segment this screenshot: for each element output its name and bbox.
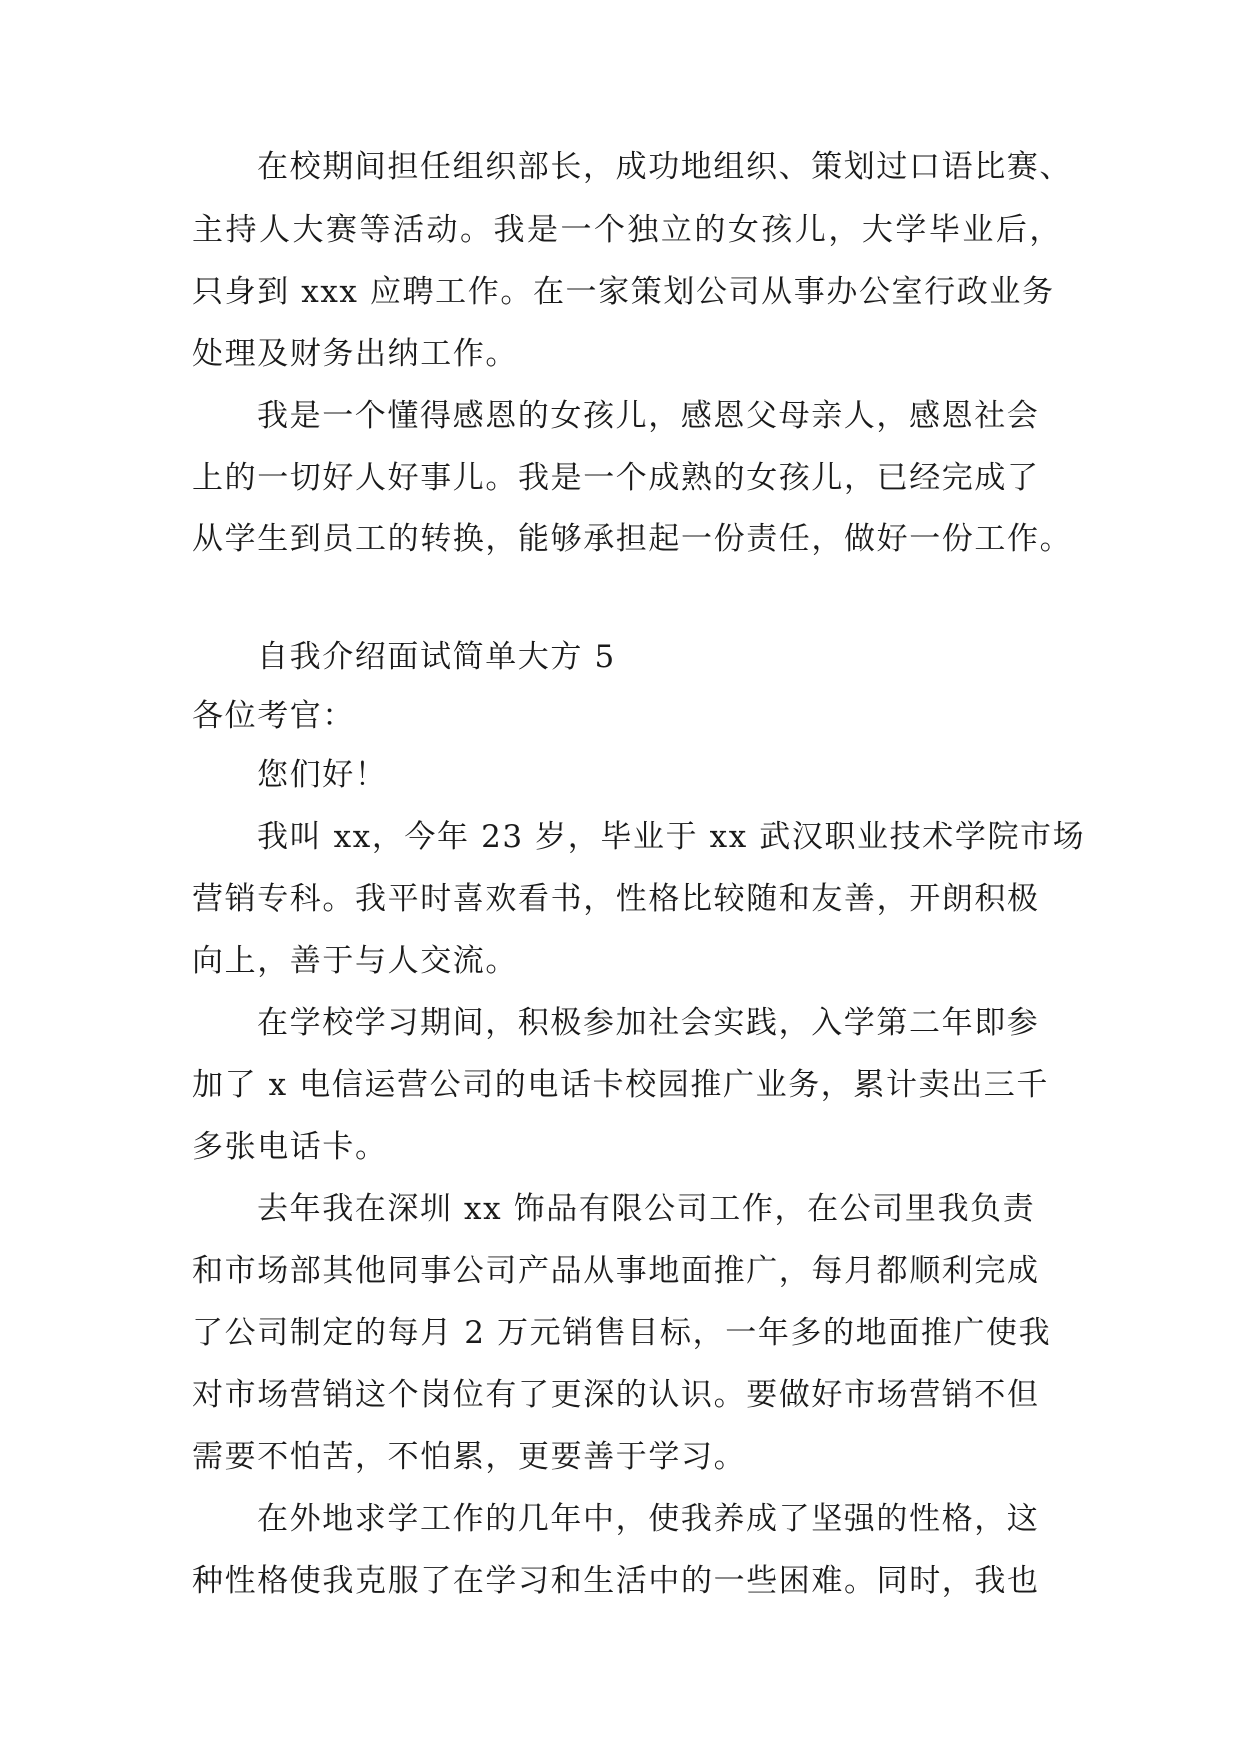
section-heading: 自我介绍面试简单大方 5: [257, 639, 616, 675]
greeting: 您们好！: [257, 757, 388, 793]
paragraph-line: 对市场营销这个岗位有了更深的认识。要做好市场营销不但: [192, 1377, 1040, 1413]
paragraph-line: 从学生到员工的转换，能够承担起一份责任，做好一份工作。: [192, 521, 1073, 557]
salutation: 各位考官：: [192, 698, 355, 734]
paragraph-line: 只身到 xxx 应聘工作。在一家策划公司从事办公室行政业务: [192, 274, 1055, 310]
paragraph-line: 加了 x 电信运营公司的电话卡校园推广业务，累计卖出三千: [192, 1067, 1049, 1103]
paragraph-line: 在校期间担任组织部长，成功地组织、策划过口语比赛、: [257, 149, 1072, 185]
paragraph-line: 处理及财务出纳工作。: [192, 336, 518, 372]
paragraph-line: 营销专科。我平时喜欢看书，性格比较随和友善，开朗积极: [192, 881, 1040, 917]
paragraph-line: 主持人大赛等活动。我是一个独立的女孩儿，大学毕业后，: [192, 212, 1062, 248]
paragraph-line: 多张电话卡。: [192, 1129, 388, 1165]
paragraph-line: 向上，善于与人交流。: [192, 943, 518, 979]
paragraph-line: 在学校学习期间，积极参加社会实践，入学第二年即参: [257, 1005, 1040, 1041]
paragraph-line: 上的一切好人好事儿。我是一个成熟的女孩儿，已经完成了: [192, 460, 1040, 496]
paragraph-line: 我叫 xx，今年 23 岁，毕业于 xx 武汉职业技术学院市场: [257, 819, 1086, 855]
paragraph-line: 需要不怕苦，不怕累，更要善于学习。: [192, 1439, 747, 1475]
paragraph-line: 在外地求学工作的几年中，使我养成了坚强的性格，这: [257, 1501, 1040, 1537]
paragraph-line: 种性格使我克服了在学习和生活中的一些困难。同时，我也: [192, 1563, 1040, 1599]
paragraph-line: 去年我在深圳 xx 饰品有限公司工作，在公司里我负责: [257, 1191, 1036, 1227]
paragraph-line: 我是一个懂得感恩的女孩儿，感恩父母亲人，感恩社会: [257, 398, 1040, 434]
paragraph-line: 和市场部其他同事公司产品从事地面推广，每月都顺利完成: [192, 1253, 1040, 1289]
paragraph-line: 了公司制定的每月 2 万元销售目标，一年多的地面推广使我: [192, 1315, 1052, 1351]
